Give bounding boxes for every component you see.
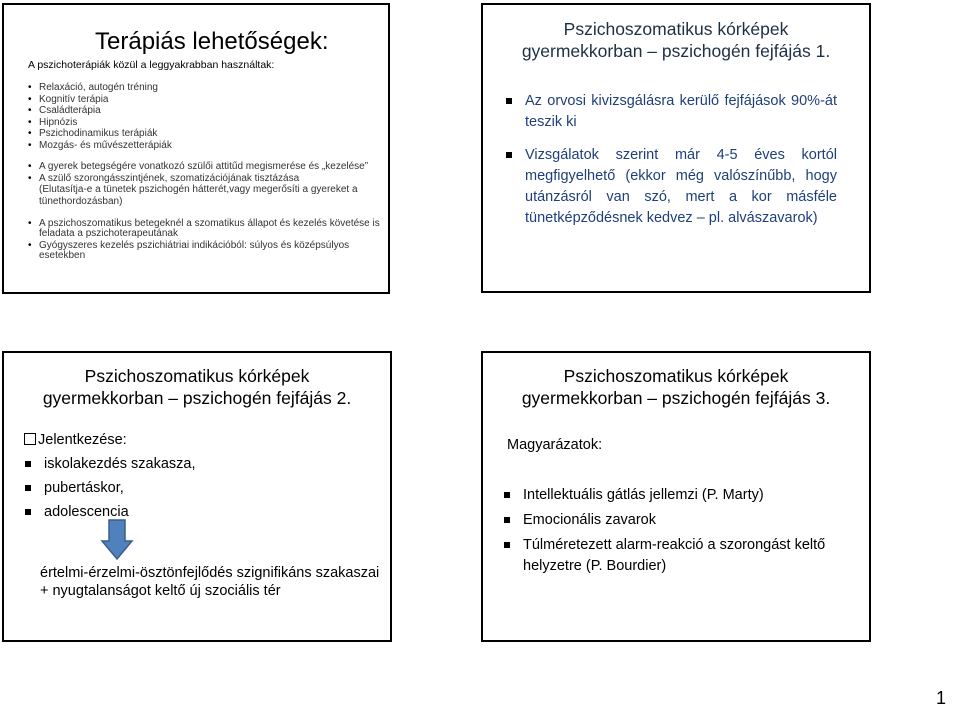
list-item: • Mozgás- és művészetterápiák bbox=[28, 140, 172, 152]
therapy-list bbox=[28, 82, 172, 152]
list-item-text: pubertáskor, bbox=[44, 480, 124, 496]
slide-terapias-lehetosegek bbox=[2, 3, 390, 294]
list-item-text: iskolakezdés szakasza, bbox=[44, 456, 196, 472]
slide-fejfajas-1 bbox=[481, 3, 871, 293]
slide-title-line: Pszichoszomatikus kórképek bbox=[563, 366, 789, 386]
slide-subtitle: A pszichoterápiák közül a leggyakrabban használtak: bbox=[28, 59, 275, 71]
slide-title-line: gyermekkorban – pszichogén fejfájás 3. bbox=[521, 388, 831, 408]
list-item: • Pszichodinamikus terápiák bbox=[28, 128, 172, 140]
list-item-text: Túlméretezett alarm-reakció a szorongást keltő helyzetre (P. Bourdier) bbox=[523, 537, 826, 574]
list-item: • Hipnózis bbox=[28, 117, 172, 129]
section-heading: Magyarázatok: bbox=[507, 437, 603, 453]
bullet-list bbox=[503, 485, 853, 581]
list-item: • A szülő szorongásszintjének, szomatizációjának tisztázása bbox=[28, 173, 388, 185]
list-item bbox=[503, 485, 853, 506]
slide-title-line: gyermekkorban – pszichogén fejfájás 2. bbox=[42, 388, 352, 408]
list-item: • Kognitív terápia bbox=[28, 94, 172, 106]
square-bullet-icon bbox=[504, 542, 510, 548]
square-bullet-icon bbox=[504, 492, 510, 498]
arrow-down-icon bbox=[100, 519, 134, 561]
slide-title bbox=[483, 18, 869, 62]
list-item: • Relaxáció, autogén tréning bbox=[28, 82, 172, 94]
slide-title-line: gyermekkorban – pszichogén fejfájás 1. bbox=[521, 41, 831, 61]
slide-fejfajas-2 bbox=[2, 351, 392, 642]
slide-title bbox=[4, 365, 390, 409]
square-bullet-icon bbox=[506, 98, 512, 104]
list-item: (Elutasítja-e a tünetek pszichogén hátterét,vagy megerősíti a gyereket a tünethordozásban) bbox=[39, 184, 358, 207]
bullet-list bbox=[505, 91, 837, 241]
checkbox-bullet-icon bbox=[24, 433, 36, 445]
list-item-text: Az orvosi kivizsgálásra kerülő fejfájások 90%-át teszik ki bbox=[525, 93, 837, 130]
list-item-text: Vizsgálatok szerint már 4-5 éves kortól megfigyelhető (ekkor még valószínűbb, hogy utánzásról van szó, mert a kor másféle tünetképződésnek kedvez – pl. alvászavarok) bbox=[525, 147, 837, 226]
list-item bbox=[24, 478, 196, 499]
list-item bbox=[503, 535, 853, 577]
section-heading bbox=[24, 432, 127, 448]
text-line: értelmi-érzelmi-ösztönfejlődés szignifikáns szakaszai bbox=[40, 565, 380, 581]
slide-fejfajas-3 bbox=[481, 351, 871, 642]
parent-list bbox=[28, 161, 388, 207]
list-item: • A pszichoszomatikus betegeknél a szomatikus állapot és kezelés követése is feladata a pszichoterapeutának bbox=[28, 219, 388, 239]
slide-title-line: Pszichoszomatikus kórképek bbox=[563, 19, 789, 39]
list-item: • A gyerek betegségére vonatkozó szülői attitűd megismerése és „kezelése” bbox=[28, 161, 388, 173]
list-item: • Gyógyszeres kezelés pszichiátriai indikációból: súlyos és középsúlyos esetekben bbox=[28, 241, 388, 261]
text-line: + nyugtalanságot keltő új szociális tér bbox=[40, 583, 281, 599]
list-item bbox=[24, 454, 196, 475]
page-number: 1 bbox=[936, 688, 947, 708]
treatment-list bbox=[28, 219, 388, 263]
heading-text: Jelentkezése: bbox=[38, 432, 127, 448]
square-bullet-icon bbox=[25, 485, 31, 491]
list-item bbox=[505, 91, 837, 133]
square-bullet-icon bbox=[504, 517, 510, 523]
slide-title: Terápiás lehetőségek: bbox=[95, 28, 329, 55]
square-bullet-icon bbox=[506, 152, 512, 158]
slide-title bbox=[483, 365, 869, 409]
list-item-text: adolescencia bbox=[44, 504, 129, 520]
slide-title-line: Pszichoszomatikus kórképek bbox=[84, 366, 310, 386]
square-bullet-icon bbox=[25, 509, 31, 515]
development-text bbox=[40, 564, 379, 600]
list-item bbox=[503, 510, 853, 531]
list-item-text: Emocionális zavarok bbox=[523, 512, 656, 528]
list-item-text: Intellektuális gátlás jellemzi (P. Marty) bbox=[523, 487, 764, 503]
bullet-list bbox=[24, 454, 196, 526]
square-bullet-icon bbox=[25, 461, 31, 467]
list-item: • Családterápia bbox=[28, 105, 172, 117]
list-item bbox=[505, 145, 837, 229]
